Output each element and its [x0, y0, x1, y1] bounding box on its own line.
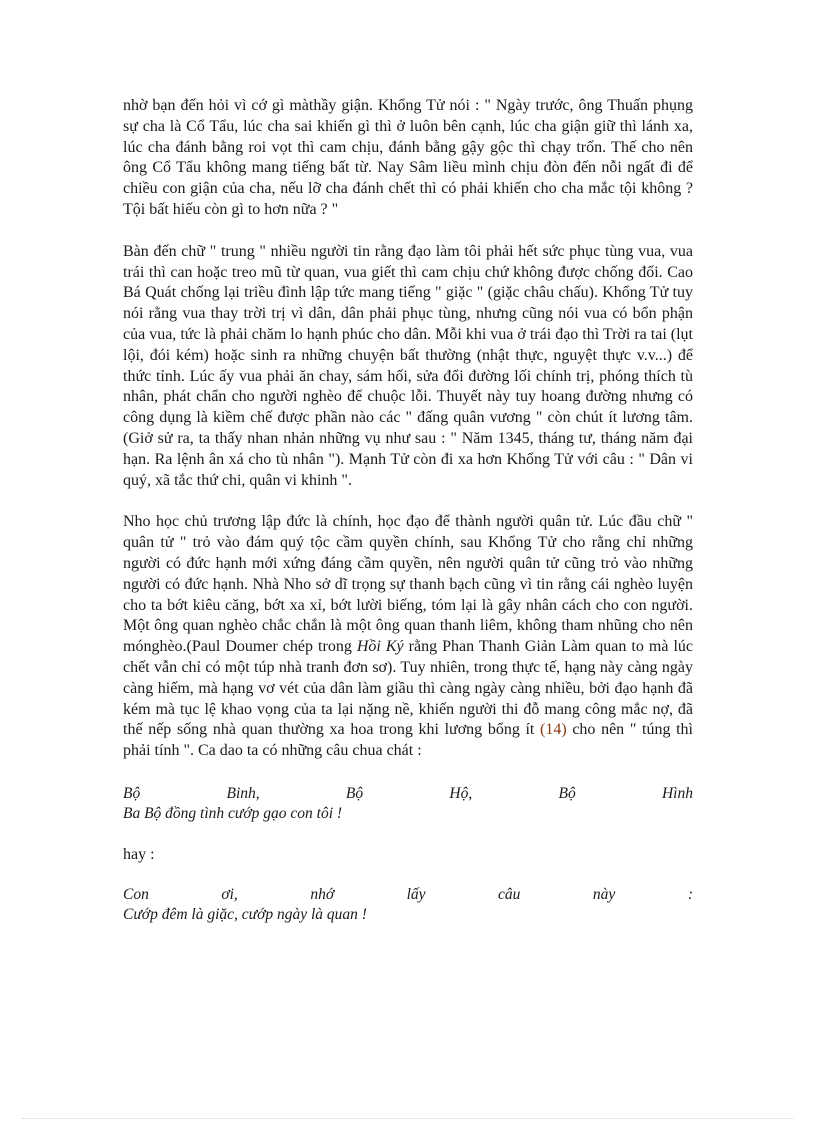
paragraph-loyalty: Bàn đến chữ " trung " nhiều người tin rằng đạo làm tôi phải hết sức phục tùng vua, vua trái thì can hoặc treo mũ từ quan, vua giết thì cam chịu chứ không được chống đối. Cao Bá Quát chống lại triều đình lập tức mang tiếng " giặc " (giặc châu chấu). Khổng Tử tuy nói rằng vua thay trời trị vì dân, dân phải phục tùng, nhưng cũng nói vua có bổn phận của vua, tức là phải chăm lo hạnh phúc cho dân. Mỗi khi vua ở trái đạo thì Trời ra tai (lụt lội, đói kém) hoặc sinh ra những chuyện bất thường (nhật thực, nguyệt thực v.v...) để thức tỉnh. Lúc ấy vua phải ăn chay, sám hối, sửa đổi đường lối chính trị, phóng thích tù nhân, phát chẩn cho người nghèo để chuộc lỗi. Thuyết này tuy hoang đường nhưng có công dụng là kiềm chế được phần nào các " đấng quân vương " còn chút ít lương tâm. (Giở sử ra, ta thấy nhan nhản những vụ như sau : " Năm 1345, tháng tư, tháng năm đại hạn. Ra lệnh ân xá cho tù nhân "). Mạnh Tử còn đi xa hơn Khổng Tử với câu : " Dân vi quý, xã tắc thứ chi, quân vi khinh ".: [123, 242, 693, 489]
paragraph-confucius-thuan: nhờ bạn đến hỏi vì cớ gì màthầy giận. Khổng Tử nói : " Ngày trước, ông Thuấn phụng sự cha là Cổ Tẩu, lúc cha sai khiến gì thì ở luôn bên cạnh, lúc cha giận giữ thì lánh xa, lúc cha đánh bằng roi vọt thì cam chịu, đánh bằng gậy gộc thì chạy trốn. Thế cho nên ông Cổ Tẩu không mang tiếng bất từ. Nay Sâm liều mình chịu đòn đến nỗi ngất đi để chiều con giận của cha, nếu lỡ cha đánh chết thì có phải khiến cho cha mắc tội không ? Tội bất hiếu còn gì to hơn nữa ? ": [123, 97, 693, 218]
verse-word: Bộ: [345, 784, 364, 802]
verse-word: Hộ,: [449, 784, 473, 802]
folk-verse-2-line-1: [123, 885, 693, 905]
folk-verse-1-line-2: Ba Bộ đồng tình cướp gạo con tôi !: [123, 804, 343, 822]
verse-word: nhớ: [310, 885, 335, 903]
connector-hay: hay :: [123, 845, 155, 863]
verse-word: Hình: [661, 784, 693, 802]
verse-word: lấy: [406, 885, 426, 903]
page-bottom-divider: [22, 1118, 794, 1119]
verse-word: này: [592, 885, 616, 903]
paragraph-gentleman-part2: rằng Phan Thanh Giản Làm quan to mà lúc chết vẫn chỉ có một túp nhà tranh đơn sơ). Tuy nhiên, trong thực tế, hạng này càng ngày càng hiếm, mà hạng vơ vét của dân làm giầu thì càng ngày càng nhiều, bởi đạo hạnh đã kém mà tục lệ khao vọng của ta lại nặng nề, khiến người thi đỗ mang công mắc nợ, đã thế nếp sống nhà quan thường xa hoa trong khi lương bổng ít: [123, 638, 693, 739]
paragraph-gentleman-part1: Nho học chủ trương lập đức là chính, học đạo để thành người quân tử. Lúc đầu chữ " quân tử " trỏ vào đám quý tộc cầm quyền chính, sau Khổng Tử cho rằng chỉ những người có đức hạnh mới xứng đáng cầm quyền, nên người quân tử cũng trỏ vào những người có đức hạnh. Nhà Nho sở dĩ trọng sự thanh bạch cũng vì tin rằng cái nghèo luyện cho ta bớt kiêu căng, bớt xa xỉ, bớt lười biếng, tóm lại là gây nhân cách cho con người. Một ông quan nghèo chắc chắn là một ông quan thanh liêm, không tham nhũng cho nên mónghèo.(Paul Doumer chép trong: [123, 513, 693, 656]
memoir-title: Hồi Ký: [356, 638, 404, 656]
page-body: [123, 96, 693, 925]
folk-verse-1-line-1: [123, 784, 693, 804]
verse-word: Con: [123, 885, 149, 903]
verse-word: ơi,: [221, 885, 238, 903]
verse-word: :: [687, 885, 693, 903]
folk-verse-1: [123, 784, 693, 824]
verse-word: Bộ: [123, 784, 141, 802]
folk-verse-2-line-2: Cướp đêm là giặc, cướp ngày là quan !: [123, 905, 367, 923]
verse-word: Binh,: [226, 784, 260, 802]
paragraph-gentleman-part3: cho nên " túng thì phải tính ". Ca dao ta có những câu chua chát :: [123, 721, 693, 760]
paragraph-gentleman: [123, 512, 693, 762]
footnote-reference-link[interactable]: (14): [540, 721, 567, 739]
verse-word: câu: [498, 885, 521, 903]
verse-word: Bộ: [558, 784, 576, 802]
folk-verse-2: [123, 885, 693, 925]
